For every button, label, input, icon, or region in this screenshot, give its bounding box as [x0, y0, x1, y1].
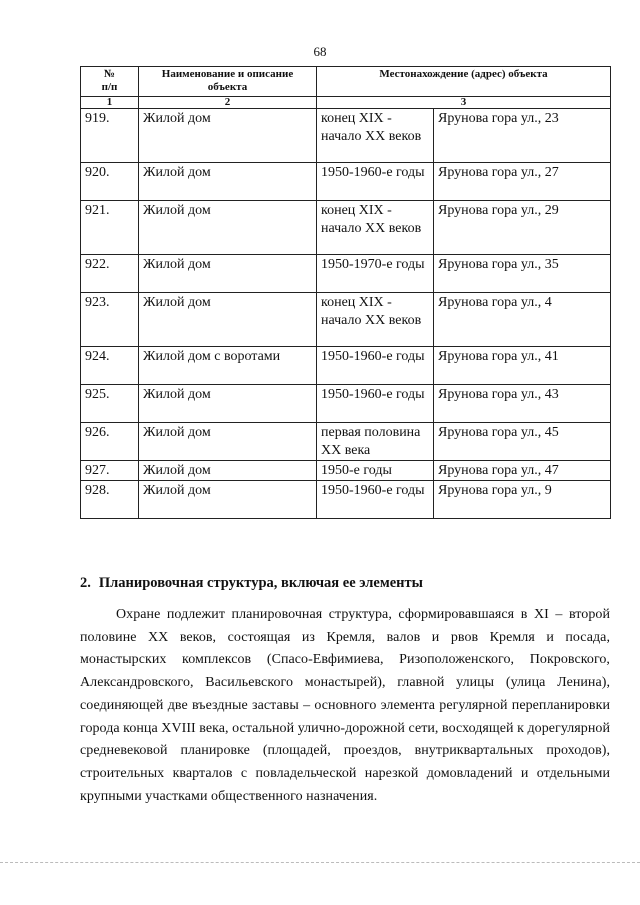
object-name: Жилой дом: [139, 481, 317, 519]
table-row: [81, 163, 611, 201]
table-header-row: [81, 67, 611, 97]
object-name: Жилой дом: [139, 385, 317, 423]
page-number: 68: [313, 44, 327, 59]
section-number: 2.: [80, 575, 91, 591]
table-row: [81, 481, 611, 519]
object-address: Ярунова гора ул., 47: [434, 461, 611, 481]
row-number: 920.: [81, 163, 139, 201]
object-name: Жилой дом: [139, 163, 317, 201]
object-period: 1950-1960-е годы: [317, 481, 434, 519]
row-number: 927.: [81, 461, 139, 481]
column-number-1: 1: [81, 97, 139, 109]
column-number-3: 3: [317, 97, 611, 109]
row-number: 922.: [81, 255, 139, 293]
table-row: [81, 255, 611, 293]
objects-table: [80, 66, 611, 519]
header-name: Наименование и описание объекта: [139, 67, 317, 97]
object-period: конец XIX - начало XX веков: [317, 201, 434, 255]
object-address: Ярунова гора ул., 29: [434, 201, 611, 255]
object-period: конец XIX - начало XX веков: [317, 109, 434, 163]
table-row: [81, 109, 611, 163]
object-address: Ярунова гора ул., 43: [434, 385, 611, 423]
object-name: Жилой дом: [139, 423, 317, 461]
table-row: [81, 423, 611, 461]
column-numbers-row: [81, 97, 611, 109]
object-period: 1950-1970-е годы: [317, 255, 434, 293]
object-name: Жилой дом: [139, 201, 317, 255]
header-num: № п/п: [81, 67, 139, 97]
page-bottom-divider: [0, 862, 640, 863]
object-name: Жилой дом: [139, 461, 317, 481]
object-address: Ярунова гора ул., 41: [434, 347, 611, 385]
object-address: Ярунова гора ул., 35: [434, 255, 611, 293]
object-period: 1950-1960-е годы: [317, 385, 434, 423]
table-row: [81, 201, 611, 255]
object-address: Ярунова гора ул., 45: [434, 423, 611, 461]
object-address: Ярунова гора ул., 23: [434, 109, 611, 163]
row-number: 921.: [81, 201, 139, 255]
object-name: Жилой дом: [139, 255, 317, 293]
header-location: Местонахождение (адрес) объекта: [317, 67, 611, 97]
row-number: 926.: [81, 423, 139, 461]
object-name: Жилой дом: [139, 293, 317, 347]
section-body-text: Охране подлежит планировочная структура, сформировавшаяся в XI – второй половине XX веков, состоящая из Кремля, валов и рвов Кремля и посада, монастырских комплексов (Спасо-Евфимиева, Ризоположенского, Покровского, Александровского, Васильевского монастырей), главной улицы (улица Ленина), соединяющей две въездные заставы – основного элемента регулярной перепланировки города конца XVIII века, остальной улично-дорожной сети, восходящей к дорегулярной средневековой планировке (площадей, проездов, внутриквартальных проходов), строительных кварталов с повладельческой нарезкой домовладений и отдельными крупными участками общественного назначения.: [80, 607, 610, 804]
object-period: 1950-1960-е годы: [317, 347, 434, 385]
section-title: Планировочная структура, включая ее элементы: [98, 575, 423, 591]
table-row: [81, 347, 611, 385]
table-row: [81, 461, 611, 481]
object-name: Жилой дом: [139, 109, 317, 163]
row-number: 928.: [81, 481, 139, 519]
table-row: [81, 293, 611, 347]
object-period: 1950-е годы: [317, 461, 434, 481]
object-period: 1950-1960-е годы: [317, 163, 434, 201]
object-period: первая половина XX века: [317, 423, 434, 461]
object-address: Ярунова гора ул., 9: [434, 481, 611, 519]
section-heading: [80, 574, 610, 592]
table-row: [81, 385, 611, 423]
planning-structure-section: [80, 574, 610, 808]
row-number: 919.: [81, 109, 139, 163]
object-address: Ярунова гора ул., 4: [434, 293, 611, 347]
object-period: конец XIX - начало XX веков: [317, 293, 434, 347]
column-number-2: 2: [139, 97, 317, 109]
object-address: Ярунова гора ул., 27: [434, 163, 611, 201]
row-number: 925.: [81, 385, 139, 423]
row-number: 923.: [81, 293, 139, 347]
object-name: Жилой дом с воротами: [139, 347, 317, 385]
row-number: 924.: [81, 347, 139, 385]
